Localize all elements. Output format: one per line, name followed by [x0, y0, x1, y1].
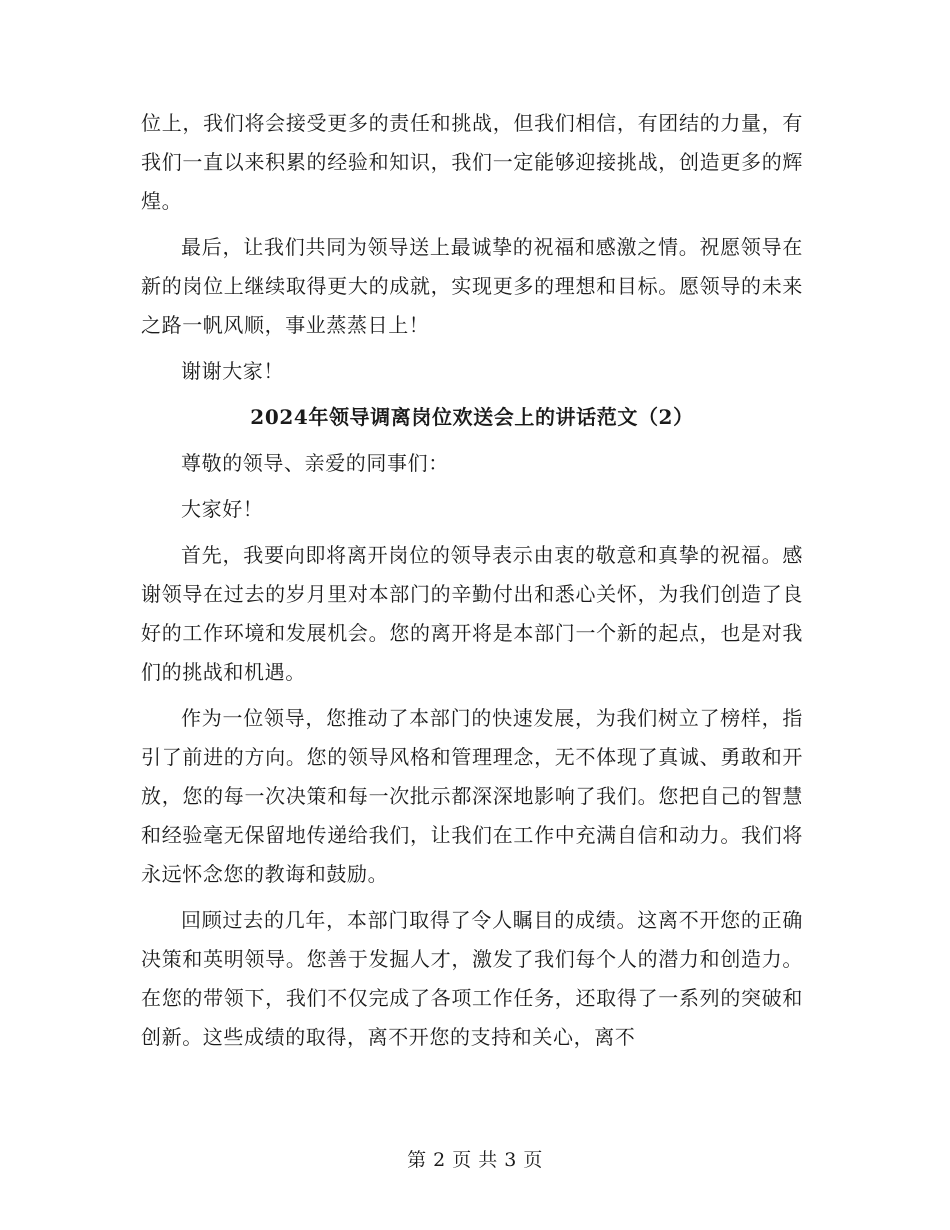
- paragraph-salutation: 尊敬的领导、亲爱的同事们：: [181, 451, 449, 475]
- paragraph-closing-wishes: 最后，让我们共同为领导送上最诚挚的祝福和感激之情。祝愿领导在新的岗位上继续取得更大的成就，实现更多的理想和目标。愿领导的未来之路一帆风顺，事业蒸蒸日上！: [141, 235, 803, 337]
- paragraph-thanks: 谢谢大家！: [181, 359, 284, 383]
- page-number-footer: 第 2 页 共 3 页: [407, 1149, 543, 1171]
- paragraph-continued: 位上，我们将会接受更多的责任和挑战，但我们相信，有团结的力量，有我们一直以来积累的经验和知识，我们一定能够迎接挑战，创造更多的辉煌。: [141, 111, 803, 213]
- section-title: 2024年领导调离岗位欢送会上的讲话范文（2）: [250, 405, 694, 429]
- paragraph-leadership: 作为一位领导，您推动了本部门的快速发展，为我们树立了榜样，指引了前进的方向。您的领导风格和管理理念，无不体现了真诚、勇敢和开放，您的每一次决策和每一次批示都深深地影响了我们。您把自己的智慧和经验毫无保留地传递给我们，让我们在工作中充满自信和动力。我们将永远怀念您的教诲和鼓励。: [141, 706, 803, 886]
- paragraph-achievements: 回顾过去的几年，本部门取得了令人瞩目的成绩。这离不开您的正确决策和英明领导。您善于发掘人才，激发了我们每个人的潜力和创造力。在您的带领下，我们不仅完成了各项工作任务，还取得了一系列的突破和创新。这些成绩的取得，离不开您的支持和关心，离不: [141, 908, 803, 1049]
- document-body: [141, 104, 803, 1064]
- paragraph-respect: 首先，我要向即将离开岗位的领导表示由衷的敬意和真挚的祝福。感谢领导在过去的岁月里对本部门的辛勤付出和悉心关怀，为我们创造了良好的工作环境和发展机会。您的离开将是本部门一个新的起点，也是对我们的挑战和机遇。: [141, 543, 803, 684]
- paragraph-greeting: 大家好！: [181, 497, 264, 521]
